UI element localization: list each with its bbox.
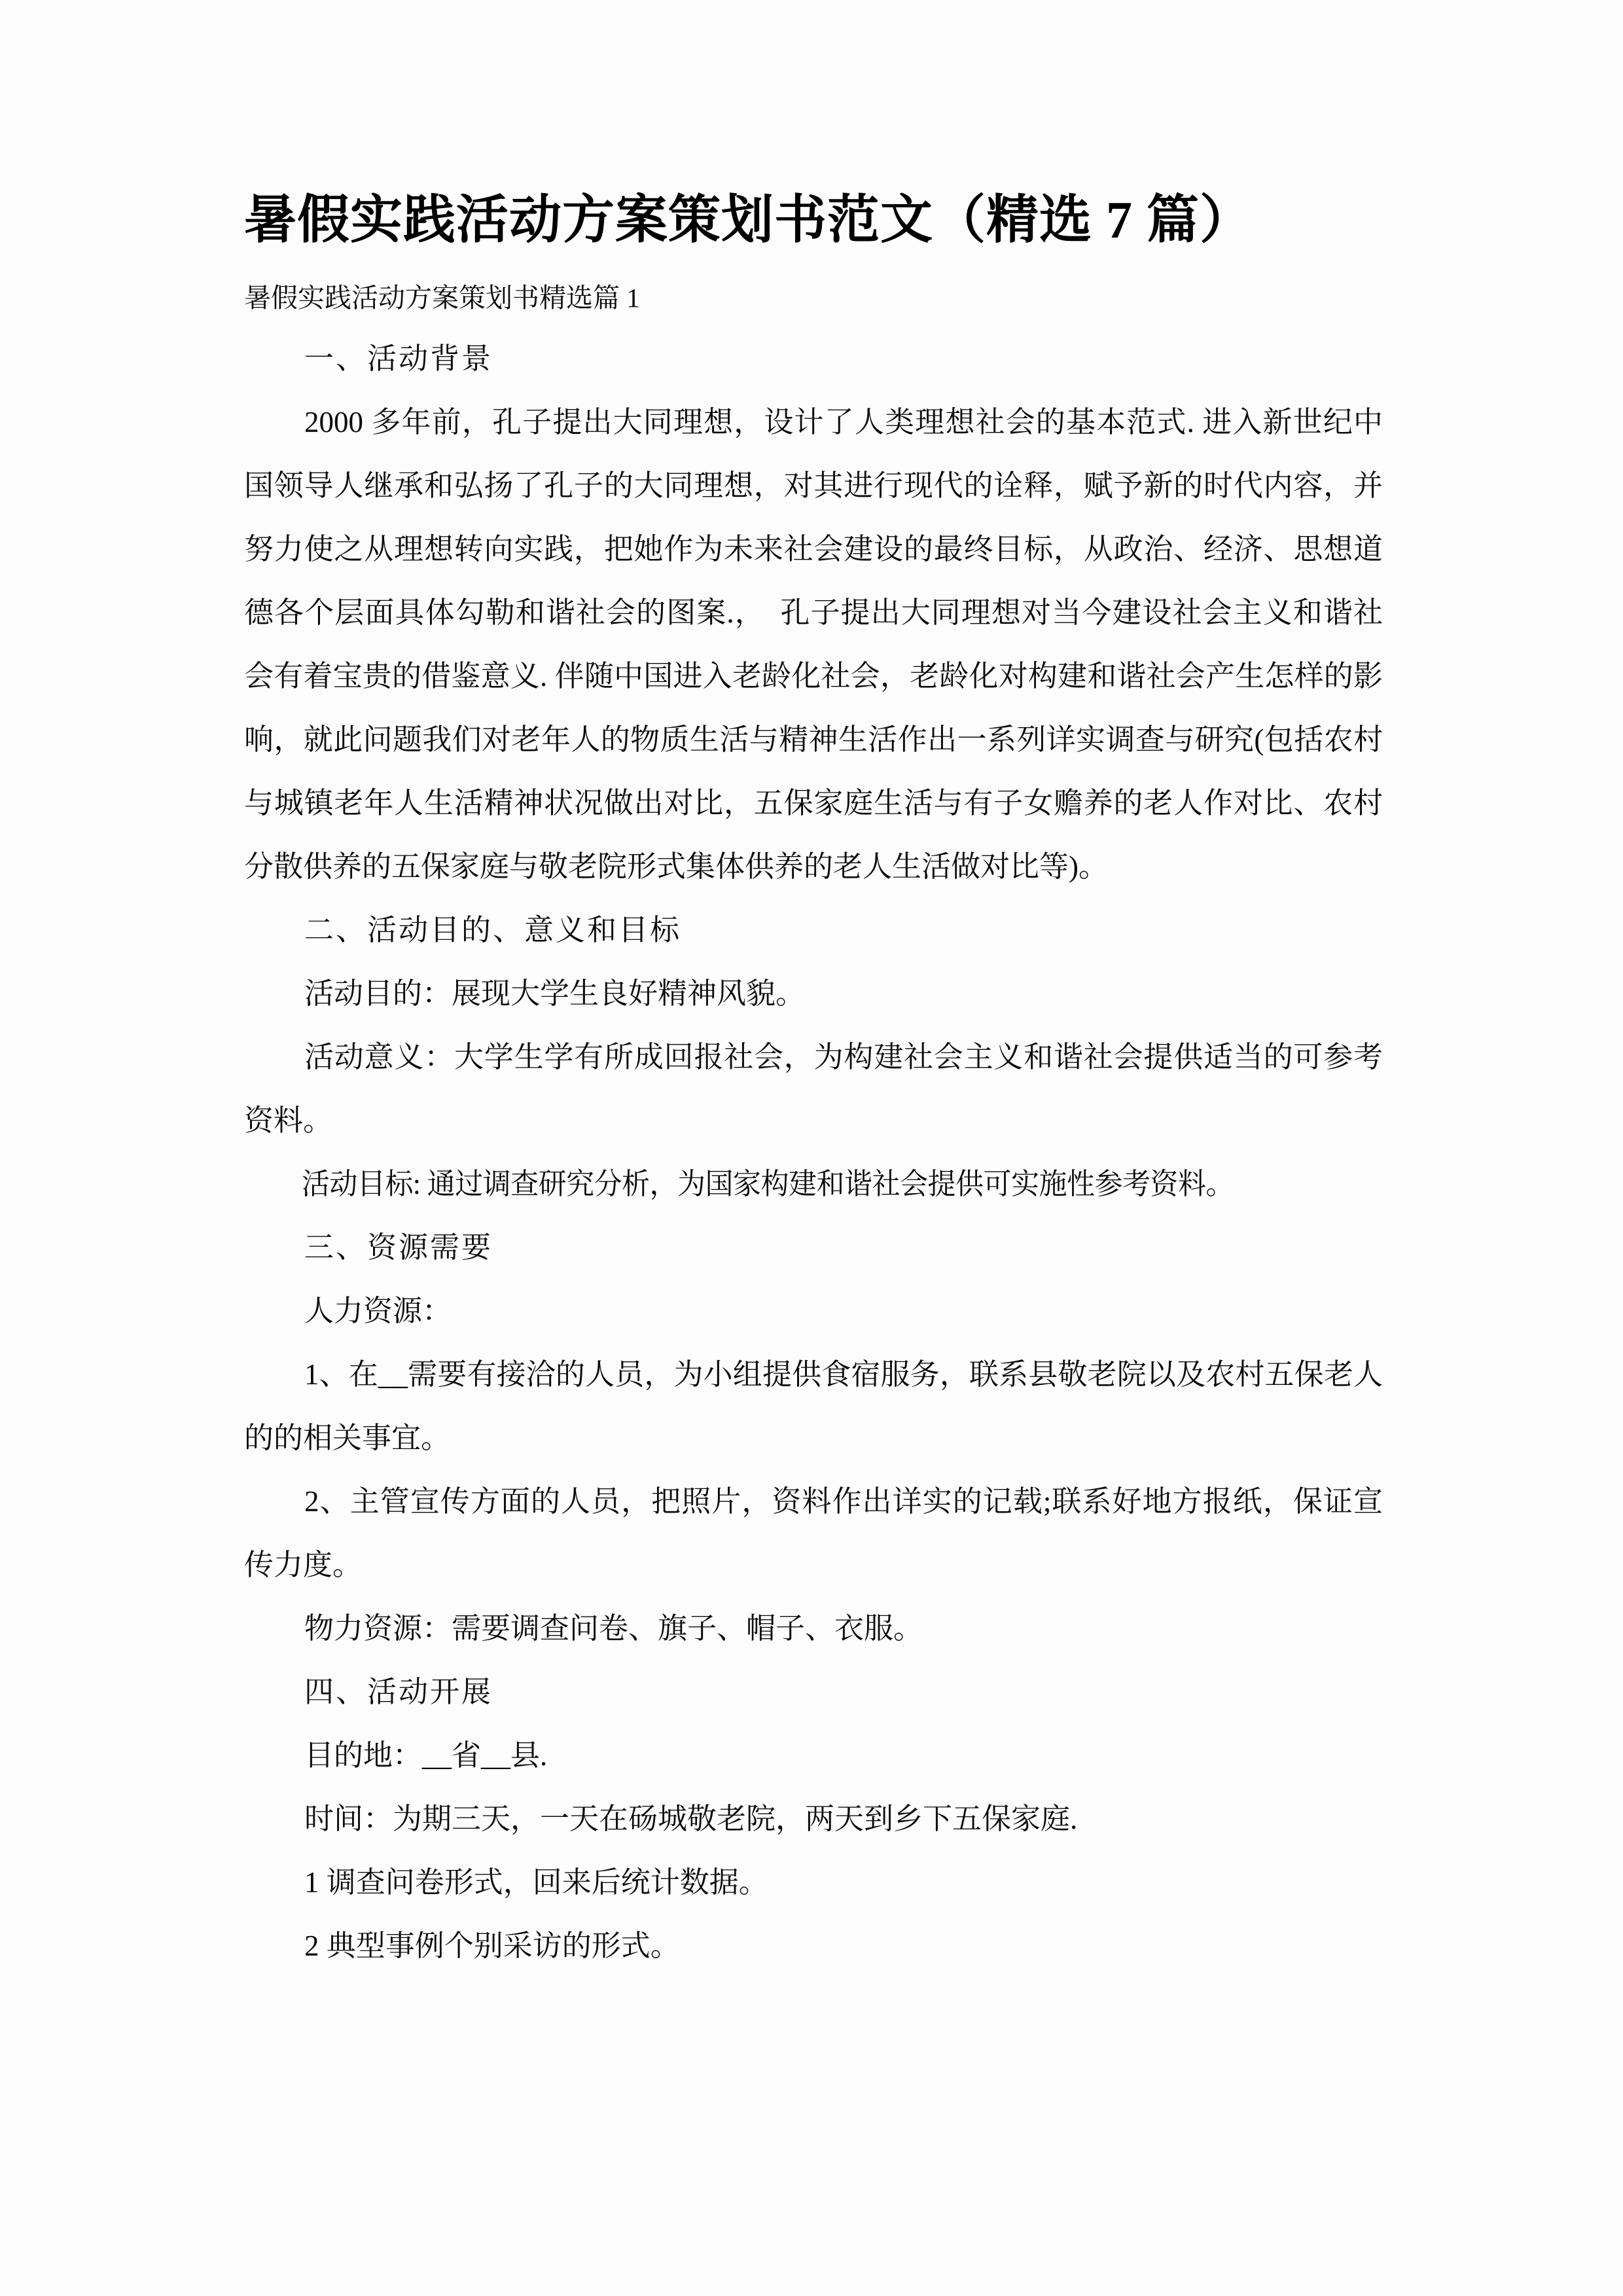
method-line-2: 2 典型事例个别采访的形式。 [304,1929,680,1963]
human-resource-item-2: 2、主管宣传方面的人员，把照片，资料作出详实的记载;联系好地方报纸，保证宣传力度。 [244,1485,1383,1582]
time-line: 时间：为期三天，一天在砀城敬老院，两天到乡下五保家庭. [304,1803,1078,1836]
method-line-1: 1 调查问卷形式，回来后统计数据。 [304,1866,768,1899]
material-resource: 物力资源：需要调查问卷、旗子、帽子、衣服。 [304,1612,923,1645]
activity-purpose: 活动目的：展现大学生良好精神风貌。 [304,977,806,1011]
human-resource-item-1: 1、在__需要有接洽的人员，为小组提供食宿服务，联系县敬老院以及农村五保老人的的相关事宜。 [244,1358,1383,1455]
activity-goal: 活动目标: 通过调查研究分析，为国家构建和谐社会提供可实施性参考资料。 [301,1168,1234,1201]
section-heading-4: 四、活动开展 [304,1676,493,1709]
section-heading-1: 一、活动背景 [304,342,493,376]
destination-line: 目的地：__省__县. [304,1739,548,1772]
section-heading-2: 二、活动目的、意义和目标 [304,914,682,947]
background-paragraph: 2000 多年前，孔子提出大同理想，设计了人类理想社会的基本范式. 进入新世纪中国领导人继承和弘扬了孔子的大同理想，对其进行现代的诠释，赋予新的时代内容，并努力使之从理想转向实践，把她作为未来社会建设的最终目标，从政治、经济、思想道德各个层面具体勾勒和谐社会的图案.， 孔子提出大同理想对当今建设社会主义和谐社会有着宝贵的借鉴意义. 伴随中国进入老龄化社会，老龄化对构建和谐社会产生怎样的影响，就此问题我们对老年人的物质生活与精神生活作出一系列详实调查与研究(包括农村与城镇老年人生活精神状况做出对比，五保家庭生活与有子女赡养的老人作对比、农村分散供养的五保家庭与敬老院形式集体供养的老人生活做对比等)。 [244,406,1383,884]
activity-significance: 活动意义：大学生学有所成回报社会，为构建社会主义和谐社会提供适当的可参考资料。 [244,1041,1383,1138]
page-title: 暑假实践活动方案策划书范文（精选 7 篇） [244,192,1253,249]
article-subtitle: 暑假实践活动方案策划书精选篇 1 [244,283,640,314]
human-resource-label: 人力资源： [304,1295,452,1328]
section-heading-3: 三、资源需要 [304,1231,493,1265]
document-body [244,190,1383,1978]
